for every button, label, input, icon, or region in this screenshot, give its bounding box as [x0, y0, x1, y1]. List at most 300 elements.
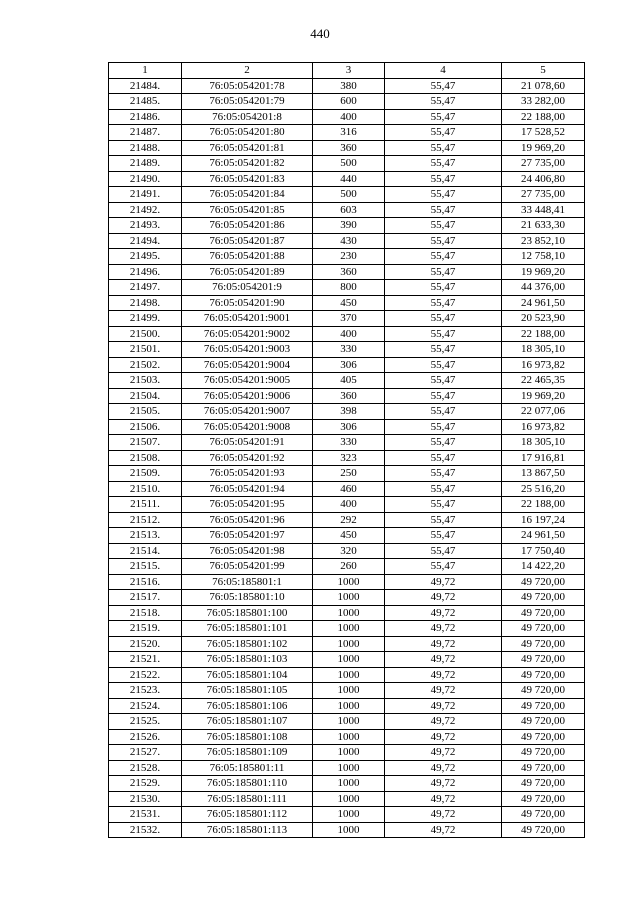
cadastral-number-cell: 76:05:054201:9001: [182, 311, 313, 327]
area-cell: 400: [313, 109, 385, 125]
row-number-cell: 21489.: [109, 156, 182, 172]
table-row: [109, 574, 585, 590]
amount-cell: 21 633,30: [502, 218, 585, 234]
rate-cell: 55,47: [385, 78, 502, 94]
table-row: [109, 171, 585, 187]
table-row: [109, 698, 585, 714]
table-row: [109, 404, 585, 420]
row-number-cell: 21523.: [109, 683, 182, 699]
table-row: [109, 94, 585, 110]
row-number-cell: 21516.: [109, 574, 182, 590]
rate-cell: 55,47: [385, 481, 502, 497]
row-number-cell: 21509.: [109, 466, 182, 482]
amount-cell: 49 720,00: [502, 714, 585, 730]
table-row: [109, 140, 585, 156]
table-row: [109, 605, 585, 621]
row-number-cell: 21532.: [109, 822, 182, 838]
area-cell: 1000: [313, 760, 385, 776]
amount-cell: 49 720,00: [502, 667, 585, 683]
table-row: [109, 807, 585, 823]
amount-cell: 49 720,00: [502, 729, 585, 745]
area-cell: 460: [313, 481, 385, 497]
table-row: [109, 342, 585, 358]
row-number-cell: 21531.: [109, 807, 182, 823]
cadastral-number-cell: 76:05:054201:89: [182, 264, 313, 280]
amount-cell: 49 720,00: [502, 574, 585, 590]
rate-cell: 55,47: [385, 373, 502, 389]
table-row: [109, 388, 585, 404]
row-number-cell: 21490.: [109, 171, 182, 187]
table-body: [109, 78, 585, 838]
rate-cell: 55,47: [385, 125, 502, 141]
rate-cell: 55,47: [385, 435, 502, 451]
cadastral-number-cell: 76:05:185801:11: [182, 760, 313, 776]
row-number-cell: 21520.: [109, 636, 182, 652]
amount-cell: 24 961,50: [502, 295, 585, 311]
amount-cell: 16 197,24: [502, 512, 585, 528]
amount-cell: 19 969,20: [502, 264, 585, 280]
cadastral-number-cell: 76:05:054201:82: [182, 156, 313, 172]
amount-cell: 24 406,80: [502, 171, 585, 187]
amount-cell: 21 078,60: [502, 78, 585, 94]
area-cell: 1000: [313, 729, 385, 745]
table-row: [109, 78, 585, 94]
cadastral-number-cell: 76:05:054201:81: [182, 140, 313, 156]
amount-cell: 49 720,00: [502, 791, 585, 807]
rate-cell: 55,47: [385, 326, 502, 342]
row-number-cell: 21494.: [109, 233, 182, 249]
table-row: [109, 125, 585, 141]
cadastral-number-cell: 76:05:185801:113: [182, 822, 313, 838]
rate-cell: 55,47: [385, 140, 502, 156]
row-number-cell: 21495.: [109, 249, 182, 265]
area-cell: 1000: [313, 683, 385, 699]
rate-cell: 49,72: [385, 714, 502, 730]
cadastral-number-cell: 76:05:054201:78: [182, 78, 313, 94]
row-number-cell: 21503.: [109, 373, 182, 389]
row-number-cell: 21521.: [109, 652, 182, 668]
rate-cell: 49,72: [385, 683, 502, 699]
table-row: [109, 481, 585, 497]
amount-cell: 22 188,00: [502, 326, 585, 342]
amount-cell: 19 969,20: [502, 140, 585, 156]
amount-cell: 49 720,00: [502, 807, 585, 823]
rate-cell: 55,47: [385, 171, 502, 187]
table-row: [109, 683, 585, 699]
area-cell: 230: [313, 249, 385, 265]
area-cell: 1000: [313, 698, 385, 714]
cadastral-number-cell: 76:05:054201:80: [182, 125, 313, 141]
amount-cell: 27 735,00: [502, 156, 585, 172]
rate-cell: 55,47: [385, 543, 502, 559]
table-row: [109, 776, 585, 792]
table-row: [109, 745, 585, 761]
row-number-cell: 21491.: [109, 187, 182, 203]
table-row: [109, 528, 585, 544]
table-row: [109, 109, 585, 125]
table-row: [109, 233, 585, 249]
table-row: [109, 326, 585, 342]
table-row: [109, 760, 585, 776]
table-row: [109, 791, 585, 807]
area-cell: 330: [313, 435, 385, 451]
cadastral-number-cell: 76:05:054201:87: [182, 233, 313, 249]
table-row: [109, 295, 585, 311]
row-number-cell: 21514.: [109, 543, 182, 559]
area-cell: 500: [313, 187, 385, 203]
rate-cell: 49,72: [385, 652, 502, 668]
cadastral-number-cell: 76:05:054201:9002: [182, 326, 313, 342]
cadastral-number-cell: 76:05:054201:88: [182, 249, 313, 265]
amount-cell: 49 720,00: [502, 776, 585, 792]
amount-cell: 17 916,81: [502, 450, 585, 466]
area-cell: 450: [313, 295, 385, 311]
row-number-cell: 21527.: [109, 745, 182, 761]
amount-cell: 33 448,41: [502, 202, 585, 218]
row-number-cell: 21487.: [109, 125, 182, 141]
area-cell: 1000: [313, 776, 385, 792]
cadastral-number-cell: 76:05:054201:91: [182, 435, 313, 451]
row-number-cell: 21524.: [109, 698, 182, 714]
area-cell: 1000: [313, 574, 385, 590]
table-row: [109, 636, 585, 652]
amount-cell: 49 720,00: [502, 683, 585, 699]
area-cell: 292: [313, 512, 385, 528]
amount-cell: 49 720,00: [502, 652, 585, 668]
table-row: [109, 249, 585, 265]
cadastral-number-cell: 76:05:185801:111: [182, 791, 313, 807]
table-row: [109, 218, 585, 234]
amount-cell: 49 720,00: [502, 822, 585, 838]
cadastral-number-cell: 76:05:054201:97: [182, 528, 313, 544]
area-cell: 1000: [313, 714, 385, 730]
row-number-cell: 21499.: [109, 311, 182, 327]
cadastral-number-cell: 76:05:054201:9005: [182, 373, 313, 389]
area-cell: 360: [313, 264, 385, 280]
rate-cell: 55,47: [385, 528, 502, 544]
cadastral-number-cell: 76:05:054201:86: [182, 218, 313, 234]
row-number-cell: 21492.: [109, 202, 182, 218]
cadastral-number-cell: 76:05:185801:107: [182, 714, 313, 730]
cadastral-number-cell: 76:05:185801:112: [182, 807, 313, 823]
rate-cell: 49,72: [385, 667, 502, 683]
table-row: [109, 543, 585, 559]
rate-cell: 49,72: [385, 590, 502, 606]
amount-cell: 22 188,00: [502, 109, 585, 125]
amount-cell: 13 867,50: [502, 466, 585, 482]
row-number-cell: 21500.: [109, 326, 182, 342]
row-number-cell: 21530.: [109, 791, 182, 807]
row-number-cell: 21511.: [109, 497, 182, 513]
table-row: [109, 621, 585, 637]
table-row: [109, 419, 585, 435]
area-cell: 600: [313, 94, 385, 110]
row-number-cell: 21519.: [109, 621, 182, 637]
area-cell: 430: [313, 233, 385, 249]
cadastral-number-cell: 76:05:054201:9006: [182, 388, 313, 404]
table-row: [109, 512, 585, 528]
area-cell: 1000: [313, 590, 385, 606]
rate-cell: 55,47: [385, 94, 502, 110]
table-row: [109, 373, 585, 389]
area-cell: 400: [313, 497, 385, 513]
cadastral-number-cell: 76:05:054201:85: [182, 202, 313, 218]
table-row: [109, 590, 585, 606]
row-number-cell: 21525.: [109, 714, 182, 730]
row-number-cell: 21515.: [109, 559, 182, 575]
amount-cell: 25 516,20: [502, 481, 585, 497]
row-number-cell: 21522.: [109, 667, 182, 683]
rate-cell: 55,47: [385, 419, 502, 435]
row-number-cell: 21498.: [109, 295, 182, 311]
rate-cell: 55,47: [385, 559, 502, 575]
area-cell: 450: [313, 528, 385, 544]
rate-cell: 49,72: [385, 605, 502, 621]
rate-cell: 49,72: [385, 729, 502, 745]
rate-cell: 55,47: [385, 295, 502, 311]
area-cell: 398: [313, 404, 385, 420]
amount-cell: 27 735,00: [502, 187, 585, 203]
cadastral-number-cell: 76:05:054201:9008: [182, 419, 313, 435]
table-row: [109, 187, 585, 203]
amount-cell: 49 720,00: [502, 745, 585, 761]
rate-cell: 55,47: [385, 187, 502, 203]
cadastral-number-cell: 76:05:054201:83: [182, 171, 313, 187]
amount-cell: 17 750,40: [502, 543, 585, 559]
rate-cell: 49,72: [385, 822, 502, 838]
table-row: [109, 450, 585, 466]
amount-cell: 49 720,00: [502, 605, 585, 621]
rate-cell: 49,72: [385, 807, 502, 823]
table-row: [109, 652, 585, 668]
area-cell: 400: [313, 326, 385, 342]
row-number-cell: 21484.: [109, 78, 182, 94]
cadastral-number-cell: 76:05:054201:96: [182, 512, 313, 528]
row-number-cell: 21508.: [109, 450, 182, 466]
cadastral-number-cell: 76:05:185801:110: [182, 776, 313, 792]
row-number-cell: 21493.: [109, 218, 182, 234]
rate-cell: 55,47: [385, 311, 502, 327]
cadastral-number-cell: 76:05:054201:94: [182, 481, 313, 497]
table-row: [109, 822, 585, 838]
area-cell: 330: [313, 342, 385, 358]
row-number-cell: 21507.: [109, 435, 182, 451]
area-cell: 306: [313, 419, 385, 435]
table-row: [109, 559, 585, 575]
amount-cell: 19 969,20: [502, 388, 585, 404]
data-table: [108, 62, 585, 838]
area-cell: 380: [313, 78, 385, 94]
area-cell: 500: [313, 156, 385, 172]
header-cell: 5: [502, 63, 585, 79]
amount-cell: 49 720,00: [502, 698, 585, 714]
cadastral-number-cell: 76:05:054201:84: [182, 187, 313, 203]
area-cell: 360: [313, 140, 385, 156]
cadastral-number-cell: 76:05:054201:93: [182, 466, 313, 482]
table-row: [109, 280, 585, 296]
rate-cell: 49,72: [385, 791, 502, 807]
page-number: 440: [310, 26, 330, 41]
rate-cell: 55,47: [385, 264, 502, 280]
area-cell: 440: [313, 171, 385, 187]
area-cell: 260: [313, 559, 385, 575]
cadastral-number-cell: 76:05:185801:109: [182, 745, 313, 761]
amount-cell: 22 188,00: [502, 497, 585, 513]
rate-cell: 49,72: [385, 760, 502, 776]
table-row: [109, 667, 585, 683]
area-cell: 405: [313, 373, 385, 389]
cadastral-number-cell: 76:05:185801:105: [182, 683, 313, 699]
row-number-cell: 21512.: [109, 512, 182, 528]
cadastral-number-cell: 76:05:185801:102: [182, 636, 313, 652]
row-number-cell: 21488.: [109, 140, 182, 156]
amount-cell: 49 720,00: [502, 636, 585, 652]
area-cell: 1000: [313, 621, 385, 637]
row-number-cell: 21496.: [109, 264, 182, 280]
rate-cell: 55,47: [385, 497, 502, 513]
table-row: [109, 497, 585, 513]
amount-cell: 18 305,10: [502, 342, 585, 358]
cadastral-number-cell: 76:05:054201:9004: [182, 357, 313, 373]
table-row: [109, 357, 585, 373]
row-number-cell: 21526.: [109, 729, 182, 745]
rate-cell: 55,47: [385, 388, 502, 404]
area-cell: 1000: [313, 605, 385, 621]
rate-cell: 55,47: [385, 202, 502, 218]
cadastral-number-cell: 76:05:185801:100: [182, 605, 313, 621]
rate-cell: 55,47: [385, 156, 502, 172]
area-cell: 800: [313, 280, 385, 296]
amount-cell: 22 077,06: [502, 404, 585, 420]
cadastral-number-cell: 76:05:054201:95: [182, 497, 313, 513]
table-row: [109, 466, 585, 482]
header-row: [109, 63, 585, 79]
area-cell: 250: [313, 466, 385, 482]
cadastral-number-cell: 76:05:054201:90: [182, 295, 313, 311]
amount-cell: 18 305,10: [502, 435, 585, 451]
area-cell: 370: [313, 311, 385, 327]
area-cell: 1000: [313, 745, 385, 761]
row-number-cell: 21501.: [109, 342, 182, 358]
row-number-cell: 21513.: [109, 528, 182, 544]
amount-cell: 16 973,82: [502, 419, 585, 435]
rate-cell: 55,47: [385, 249, 502, 265]
cadastral-number-cell: 76:05:185801:106: [182, 698, 313, 714]
cadastral-number-cell: 76:05:054201:98: [182, 543, 313, 559]
row-number-cell: 21504.: [109, 388, 182, 404]
area-cell: 323: [313, 450, 385, 466]
area-cell: 390: [313, 218, 385, 234]
cadastral-number-cell: 76:05:054201:9003: [182, 342, 313, 358]
row-number-cell: 21529.: [109, 776, 182, 792]
area-cell: 360: [313, 388, 385, 404]
amount-cell: 33 282,00: [502, 94, 585, 110]
table-row: [109, 311, 585, 327]
table-row: [109, 714, 585, 730]
amount-cell: 49 720,00: [502, 621, 585, 637]
area-cell: 306: [313, 357, 385, 373]
header-cell: 3: [313, 63, 385, 79]
rate-cell: 55,47: [385, 357, 502, 373]
rate-cell: 49,72: [385, 776, 502, 792]
row-number-cell: 21518.: [109, 605, 182, 621]
table-row: [109, 435, 585, 451]
rate-cell: 55,47: [385, 109, 502, 125]
cadastral-number-cell: 76:05:185801:1: [182, 574, 313, 590]
cadastral-number-cell: 76:05:054201:9007: [182, 404, 313, 420]
area-cell: 1000: [313, 652, 385, 668]
row-number-cell: 21528.: [109, 760, 182, 776]
row-number-cell: 21485.: [109, 94, 182, 110]
amount-cell: 16 973,82: [502, 357, 585, 373]
area-cell: 320: [313, 543, 385, 559]
rate-cell: 49,72: [385, 636, 502, 652]
amount-cell: 23 852,10: [502, 233, 585, 249]
row-number-cell: 21510.: [109, 481, 182, 497]
cadastral-number-cell: 76:05:185801:101: [182, 621, 313, 637]
amount-cell: 20 523,90: [502, 311, 585, 327]
cadastral-number-cell: 76:05:054201:99: [182, 559, 313, 575]
cadastral-number-cell: 76:05:054201:9: [182, 280, 313, 296]
area-cell: 603: [313, 202, 385, 218]
amount-cell: 44 376,00: [502, 280, 585, 296]
rate-cell: 49,72: [385, 621, 502, 637]
table-row: [109, 156, 585, 172]
area-cell: 1000: [313, 807, 385, 823]
row-number-cell: 21505.: [109, 404, 182, 420]
area-cell: 1000: [313, 791, 385, 807]
amount-cell: 14 422,20: [502, 559, 585, 575]
table-row: [109, 264, 585, 280]
area-cell: 1000: [313, 667, 385, 683]
rate-cell: 55,47: [385, 218, 502, 234]
rate-cell: 55,47: [385, 404, 502, 420]
rate-cell: 55,47: [385, 280, 502, 296]
rate-cell: 49,72: [385, 574, 502, 590]
row-number-cell: 21486.: [109, 109, 182, 125]
area-cell: 1000: [313, 822, 385, 838]
row-number-cell: 21517.: [109, 590, 182, 606]
rate-cell: 55,47: [385, 512, 502, 528]
cadastral-number-cell: 76:05:185801:104: [182, 667, 313, 683]
area-cell: 1000: [313, 636, 385, 652]
header-cell: 2: [182, 63, 313, 79]
amount-cell: 24 961,50: [502, 528, 585, 544]
header-cell: 4: [385, 63, 502, 79]
rate-cell: 49,72: [385, 698, 502, 714]
amount-cell: 49 720,00: [502, 760, 585, 776]
row-number-cell: 21506.: [109, 419, 182, 435]
amount-cell: 12 758,10: [502, 249, 585, 265]
table-row: [109, 202, 585, 218]
area-cell: 316: [313, 125, 385, 141]
cadastral-number-cell: 76:05:185801:108: [182, 729, 313, 745]
rate-cell: 55,47: [385, 466, 502, 482]
row-number-cell: 21502.: [109, 357, 182, 373]
amount-cell: 49 720,00: [502, 590, 585, 606]
cadastral-number-cell: 76:05:185801:10: [182, 590, 313, 606]
rate-cell: 55,47: [385, 450, 502, 466]
amount-cell: 22 465,35: [502, 373, 585, 389]
row-number-cell: 21497.: [109, 280, 182, 296]
cadastral-number-cell: 76:05:054201:79: [182, 94, 313, 110]
cadastral-number-cell: 76:05:054201:92: [182, 450, 313, 466]
header-cell: 1: [109, 63, 182, 79]
rate-cell: 55,47: [385, 342, 502, 358]
table-row: [109, 729, 585, 745]
cadastral-number-cell: 76:05:054201:8: [182, 109, 313, 125]
rate-cell: 49,72: [385, 745, 502, 761]
